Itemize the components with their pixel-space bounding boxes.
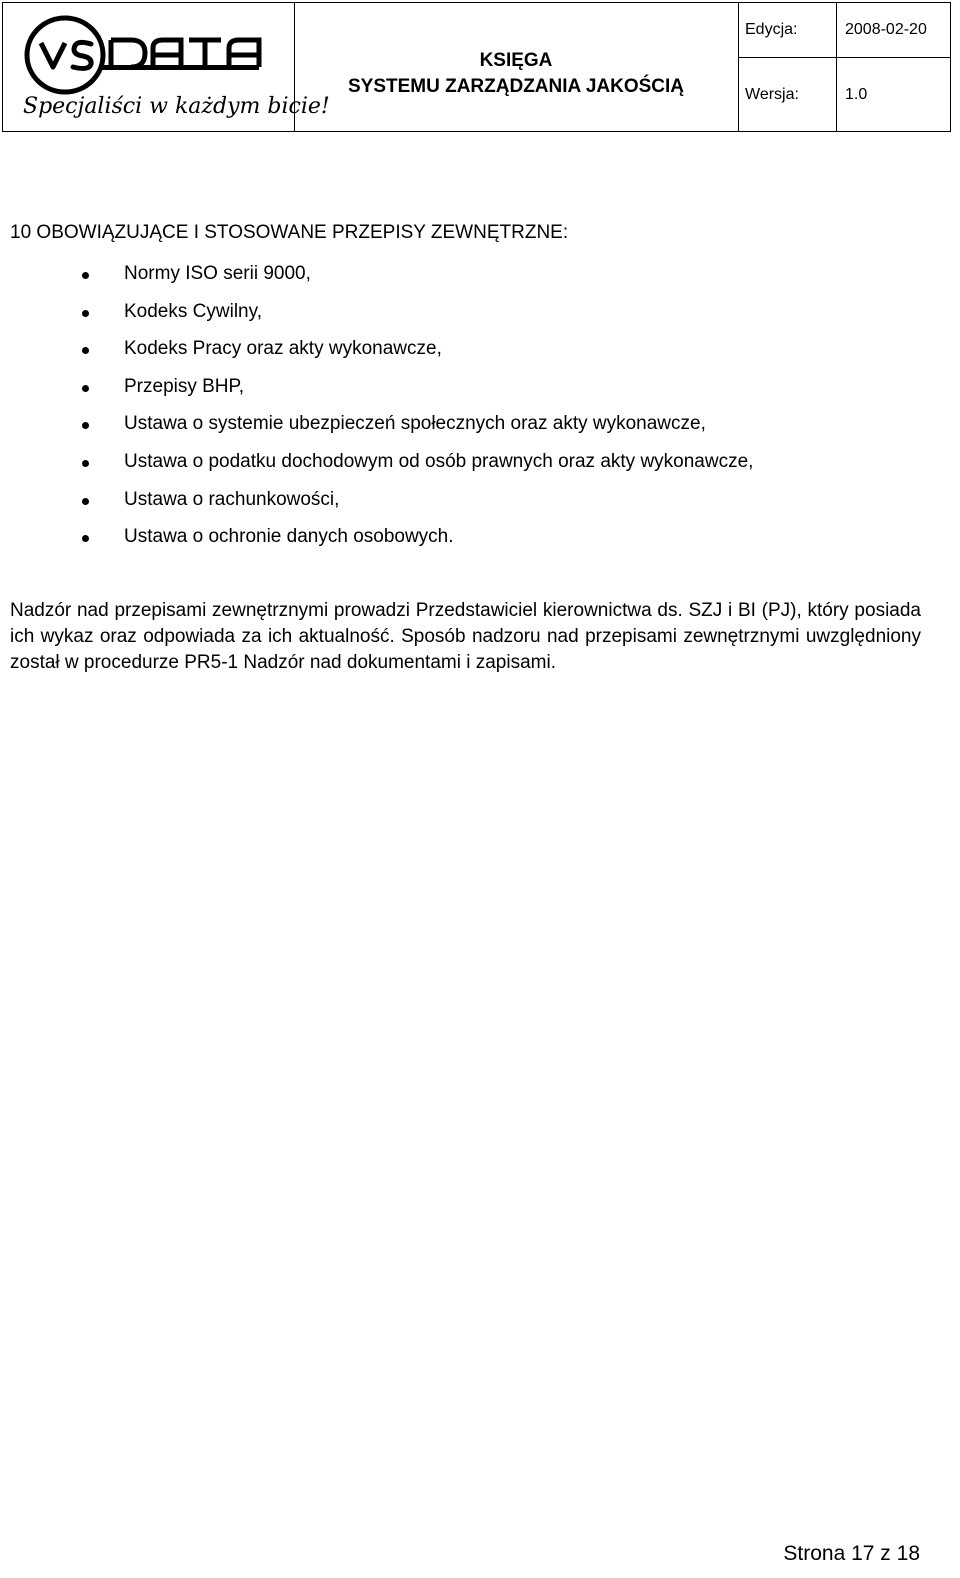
version-row [738, 57, 950, 131]
supervision-paragraph: Nadzór nad przepisami zewnętrznymi prowadzi Przedstawiciel kierownictwa ds. SZJ i BI (PJ), który posiada ich wykaz oraz odpowiada za ich aktualność. Sposób nadzoru nad przepisami zewnętrznymi uwzględniony został w procedurze PR5-1 Nadzór nad dokumentami i zapisami. [10, 600, 921, 673]
logo-tagline: Specjaliści w każdym bicie! [23, 94, 330, 119]
bullet-icon [82, 385, 89, 392]
document-header [2, 2, 951, 132]
bullet-icon [82, 422, 89, 429]
bullet-icon [82, 535, 89, 542]
list-item-text: Ustawa o ochronie danych osobowych. [124, 526, 454, 548]
logo-cell [3, 3, 330, 131]
list-item-text: Ustawa o systemie ubezpieczeń społecznych oraz akty wykonawcze, [124, 413, 706, 435]
version-label: Wersja: [745, 86, 799, 103]
bullet-icon [82, 272, 89, 279]
edition-label: Edycja: [745, 21, 798, 38]
edition-value: 2008-02-20 [845, 21, 927, 38]
bullet-icon [82, 310, 89, 317]
title-cell [294, 3, 739, 131]
document-title-line2: SYSTEMU ZARZĄDZANIA JAKOŚCIĄ [347, 76, 685, 97]
list-item-text: Ustawa o rachunkowości, [124, 488, 340, 510]
page-number: Strona 17 z 18 [783, 1542, 920, 1565]
vsdata-logo [3, 3, 330, 131]
list-item-text: Normy ISO serii 9000, [124, 263, 311, 284]
list-item-text: Przepisy BHP, [124, 375, 245, 397]
bullet-icon [82, 347, 89, 354]
edition-row [738, 3, 950, 58]
bullet-icon [82, 460, 89, 467]
version-value: 1.0 [845, 86, 868, 103]
bullet-icon [82, 498, 89, 505]
list-item-text: Ustawa o podatku dochodowym od osób prawnych oraz akty wykonawcze, [124, 450, 754, 472]
document-title-line1: KSIĘGA [479, 50, 553, 71]
section-title: 10 OBOWIĄZUJĄCE I STOSOWANE PRZEPISY ZEWNĘTRZNE: [10, 222, 569, 243]
meta-cell [738, 3, 950, 131]
list-item-text: Kodeks Pracy oraz akty wykonawcze, [124, 338, 442, 360]
list-item-text: Kodeks Cywilny, [124, 300, 262, 322]
